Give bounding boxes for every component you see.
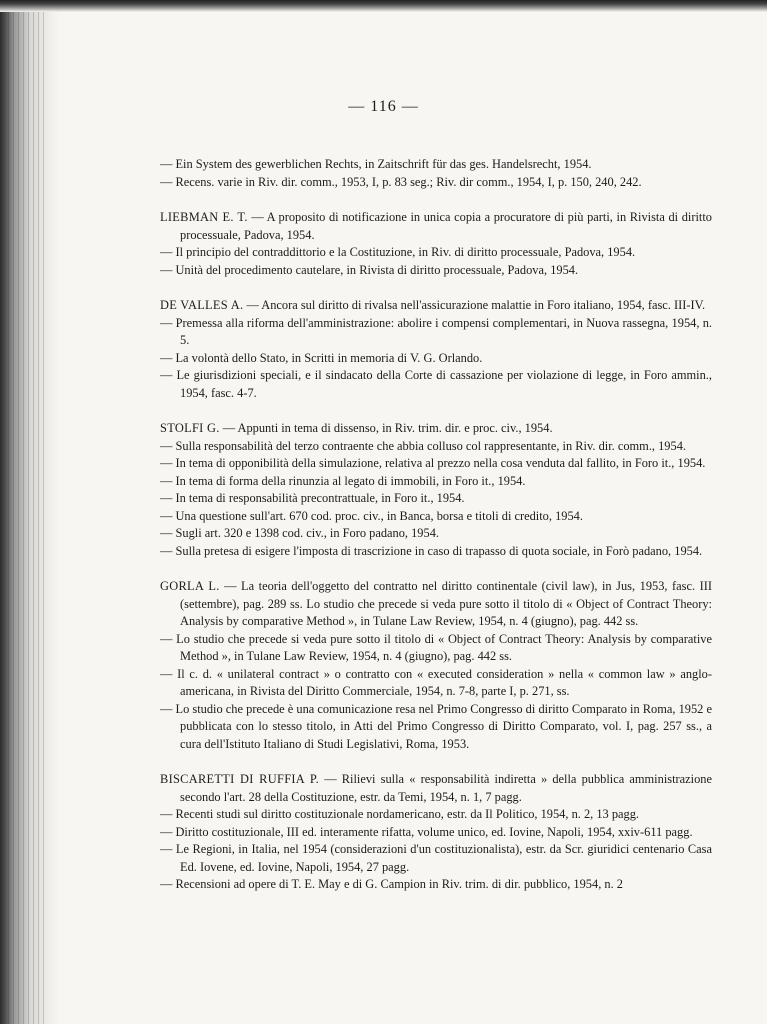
bibliography-entry: — Unità del procedimento cautelare, in Rivista di diritto processuale, Padova, 1954. [160, 262, 579, 277]
bibliography-entry: — Le giurisdizioni speciali, e il sindacato della Corte di cassazione per violazione di legge, in Foro ammin., 1954, fasc. 4-7. [160, 368, 712, 400]
author-heading-entry [160, 420, 712, 438]
bibliography-entry: — Sugli art. 320 e 1398 cod. civ., in Foro padano, 1954. [160, 526, 439, 540]
bibliography-entry: — Lo studio che precede si veda pure sotto il titolo di « Object of Contract Theory: Analysis by comparative Method », in Tulane Law Review, 1954, n. 4 (giugno), pag. 442 ss. [160, 631, 712, 663]
bibliography-entry: — In tema di responsabilità precontrattuale, in Foro it., 1954. [160, 491, 465, 505]
bibliography-entry: — Premessa alla riforma dell'amministrazione: abolire i compensi complementari, in Nuova rassegna, 1954, n. 5. [160, 315, 712, 347]
head-entry-text: — A proposito di notificazione in unica copia a procuratore di più parti, in Rivista di diritto processuale, Padova, 1954. [180, 210, 712, 242]
author-heading-entry [160, 209, 712, 244]
scan-binding-lines [8, 0, 48, 1024]
bibliography-entry: — Ein System des gewerblichen Rechts, in Zaitschrift für das ges. Handelsrecht, 1954. [160, 157, 592, 171]
author-name: LIEBMAN E. T. [160, 210, 248, 224]
entry-group-de-valles [160, 297, 712, 402]
head-entry-text: — Appunti in tema di dissenso, in Riv. trim. dir. e proc. civ., 1954. [219, 421, 553, 435]
entry-group-gorla [160, 578, 712, 753]
entry-group-continued [160, 156, 712, 191]
author-name: GORLA L. [160, 579, 220, 593]
entry-group-biscaretti [160, 771, 712, 894]
bibliography-entry: — Sulla responsabilità del terzo contraente che abbia colluso col rappresentante, in Riv. dir. comm., 1954. [160, 438, 686, 453]
author-name: BISCARETTI DI RUFFIA P. [160, 772, 320, 786]
bibliography-entry: — Una questione sull'art. 670 cod. proc. civ., in Banca, borsa e titoli di credito, 1954. [160, 508, 583, 523]
entry-group-liebman [160, 209, 712, 279]
bibliography-entry: — La volontà dello Stato, in Scritti in memoria di V. G. Orlando. [160, 350, 483, 365]
bibliography-entry: — Recenti studi sul diritto costituzionale nordamericano, estr. da Il Politico, 1954, n. 2, 13 pagg. [160, 807, 640, 821]
bibliography-entry: — Recensioni ad opere di T. E. May e di G. Campion in Riv. trim. di dir. pubblico, 1954, n. 2 [160, 877, 623, 891]
bibliography-content [160, 156, 712, 912]
head-entry-text: — Ancora sul diritto di rivalsa nell'assicurazione malattie in Foro italiano, 1954, fasc. III-IV. [243, 298, 706, 312]
bibliography-entry: — Diritto costituzionale, III ed. interamente rifatta, volume unico, ed. Iovine, Napoli, 1954, xxiv-611 pagg. [160, 824, 693, 839]
head-entry-text: — La teoria dell'oggetto del contratto nel diritto continentale (civil law), in Jus, 1953, fasc. III (settembre), pag. 289 ss. Lo studio che precede si veda pure sotto il titolo di « Object of Contract Theory: Analysis by comparative Method », in Tulane Law Review, 1954, n. 4 (giugno), pag. 442 ss. [180, 579, 712, 628]
author-name: DE VALLES A. [160, 298, 244, 312]
bibliography-entry: — Il principio del contraddittorio e la Costituzione, in Riv. di diritto processuale, Padova, 1954. [160, 245, 636, 259]
bibliography-entry: — In tema di forma della rinunzia al legato di immobili, in Foro it., 1954. [160, 473, 526, 488]
author-heading-entry [160, 771, 712, 806]
page-number: — 116 — [348, 98, 419, 115]
bibliography-entry: — Le Regioni, in Italia, nel 1954 (considerazioni d'un costituzionalista), estr. da Scr. giuridici centenario Casa Ed. Iovene, ed. Iovine, Napoli, 1954, 27 pagg. [160, 842, 712, 874]
author-heading-entry [160, 578, 712, 631]
author-heading-entry [160, 297, 712, 315]
bibliography-entry: — In tema di opponibilità della simulazione, relativa al prezzo nella cosa venduta dal fallito, in Foro it., 1954. [160, 456, 706, 470]
bibliography-entry: — Recens. varie in Riv. dir. comm., 1953, I, p. 83 seg.; Riv. dir comm., 1954, I, p. 150, 240, 242. [160, 174, 642, 189]
bibliography-entry: — Lo studio che precede è una comunicazione resa nel Primo Congresso di diritto Comparato in Roma, 1952 e pubblicata con lo stesso titolo, in Atti del Primo Congresso di Diritto Comparato, vol. I, pag. 257 ss., a cura dell'Istituto Italiano di Studi Legislativi, Roma, 1953. [160, 701, 712, 751]
scan-top-edge [0, 0, 767, 12]
head-entry-text: — Rilievi sulla « responsabilità indiretta » della pubblica amministrazione secondo l'art. 28 della Costituzione, estr. da Temi, 1954, n. 1, 7 pagg. [180, 772, 712, 804]
entry-group-stolfi [160, 420, 712, 560]
bibliography-entry: — Il c. d. « unilateral contract » o contratto con « executed consideration » nella « common law » anglo-americana, in Rivista del Diritto Commerciale, 1954, n. 7-8, parte I, p. 271, ss. [160, 666, 712, 698]
bibliography-entry: — Sulla pretesa di esigere l'imposta di trascrizione in caso di trapasso di quota sociale, in Forò padano, 1954. [160, 543, 703, 558]
author-name: STOLFI G. [160, 421, 220, 435]
